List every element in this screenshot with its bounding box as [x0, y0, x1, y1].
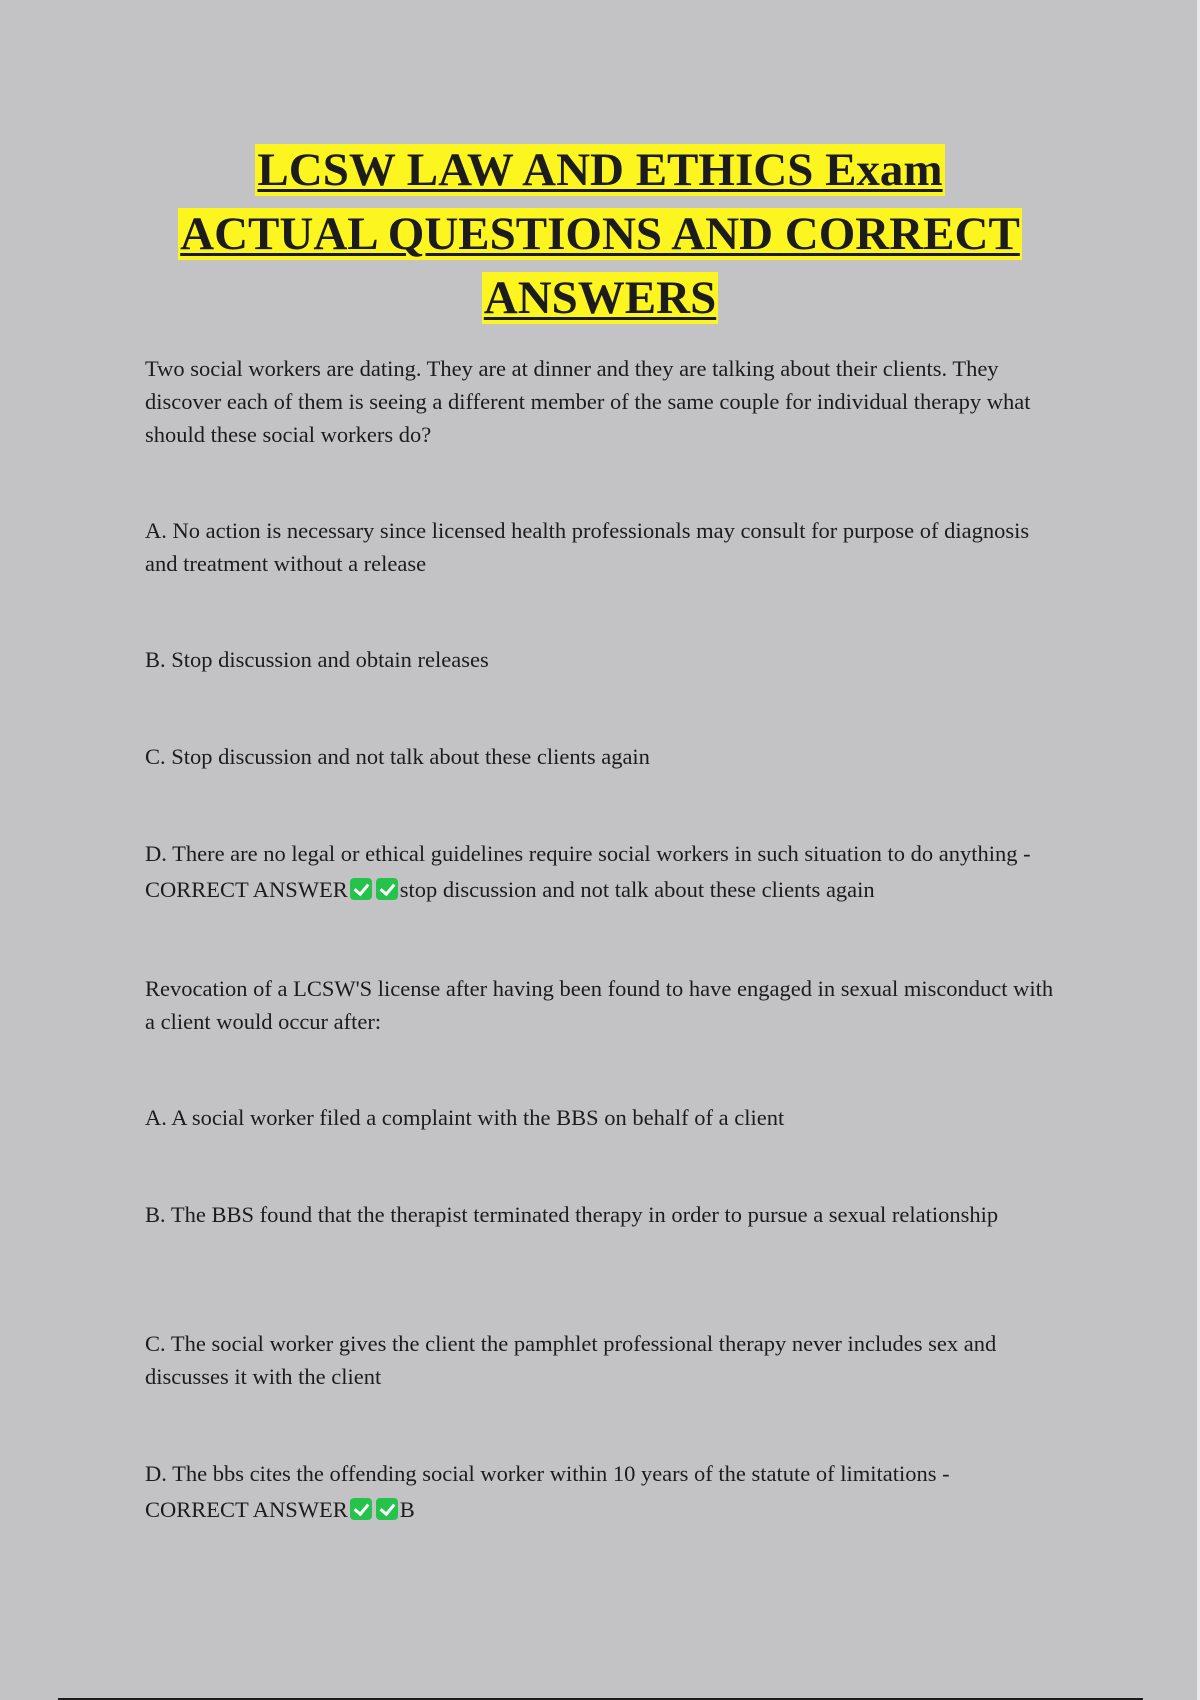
question-2-option-d-text: D. The bbs cites the offending social worker within 10 years of the statute of limitations - CORRECT ANSWER [145, 1461, 950, 1522]
title-line-2: ACTUAL QUESTIONS AND CORRECT [180, 208, 1020, 260]
question-1-option-b: B. Stop discussion and obtain releases [145, 647, 489, 672]
check-mark-icon [376, 1498, 398, 1520]
question-1-option-a: A. No action is necessary since licensed health professionals may consult for purpose of diagnosis and treatment without a release [145, 518, 1030, 576]
question-1-option-c: C. Stop discussion and not talk about these clients again [145, 744, 650, 769]
question-1-answer: stop discussion and not talk about these clients again [399, 877, 875, 902]
question-1-option-d [145, 836, 1055, 908]
question-1-option-d-text: D. There are no legal or ethical guidelines require social workers in such situation to do anything - CORRECT ANSWER [145, 841, 1031, 902]
title-line-3: ANSWERS [483, 272, 717, 324]
document-title [0, 138, 1200, 330]
question-2-option-c: C. The social worker gives the client the pamphlet professional therapy never includes sex and discusses it with the client [145, 1331, 997, 1389]
check-mark-icon [350, 878, 372, 900]
question-1-stem: Two social workers are dating. They are at dinner and they are talking about their clients. They discover each of them is seeing a different member of the same couple for individual therapy what should these social workers do? [145, 356, 1031, 447]
question-2-option-a: A. A social worker filed a complaint with the BBS on behalf of a client [145, 1105, 785, 1130]
question-2-answer: B [399, 1497, 415, 1522]
check-mark-icon [376, 878, 398, 900]
title-line-1: LCSW LAW AND ETHICS Exam [257, 144, 943, 196]
check-mark-icon [350, 1498, 372, 1520]
question-2-option-b: B. The BBS found that the therapist terminated therapy in order to pursue a sexual relationship [145, 1202, 999, 1227]
question-2-option-d [145, 1456, 1055, 1528]
question-2-stem: Revocation of a LCSW'S license after having been found to have engaged in sexual misconduct with a client would occur after: [145, 976, 1054, 1034]
